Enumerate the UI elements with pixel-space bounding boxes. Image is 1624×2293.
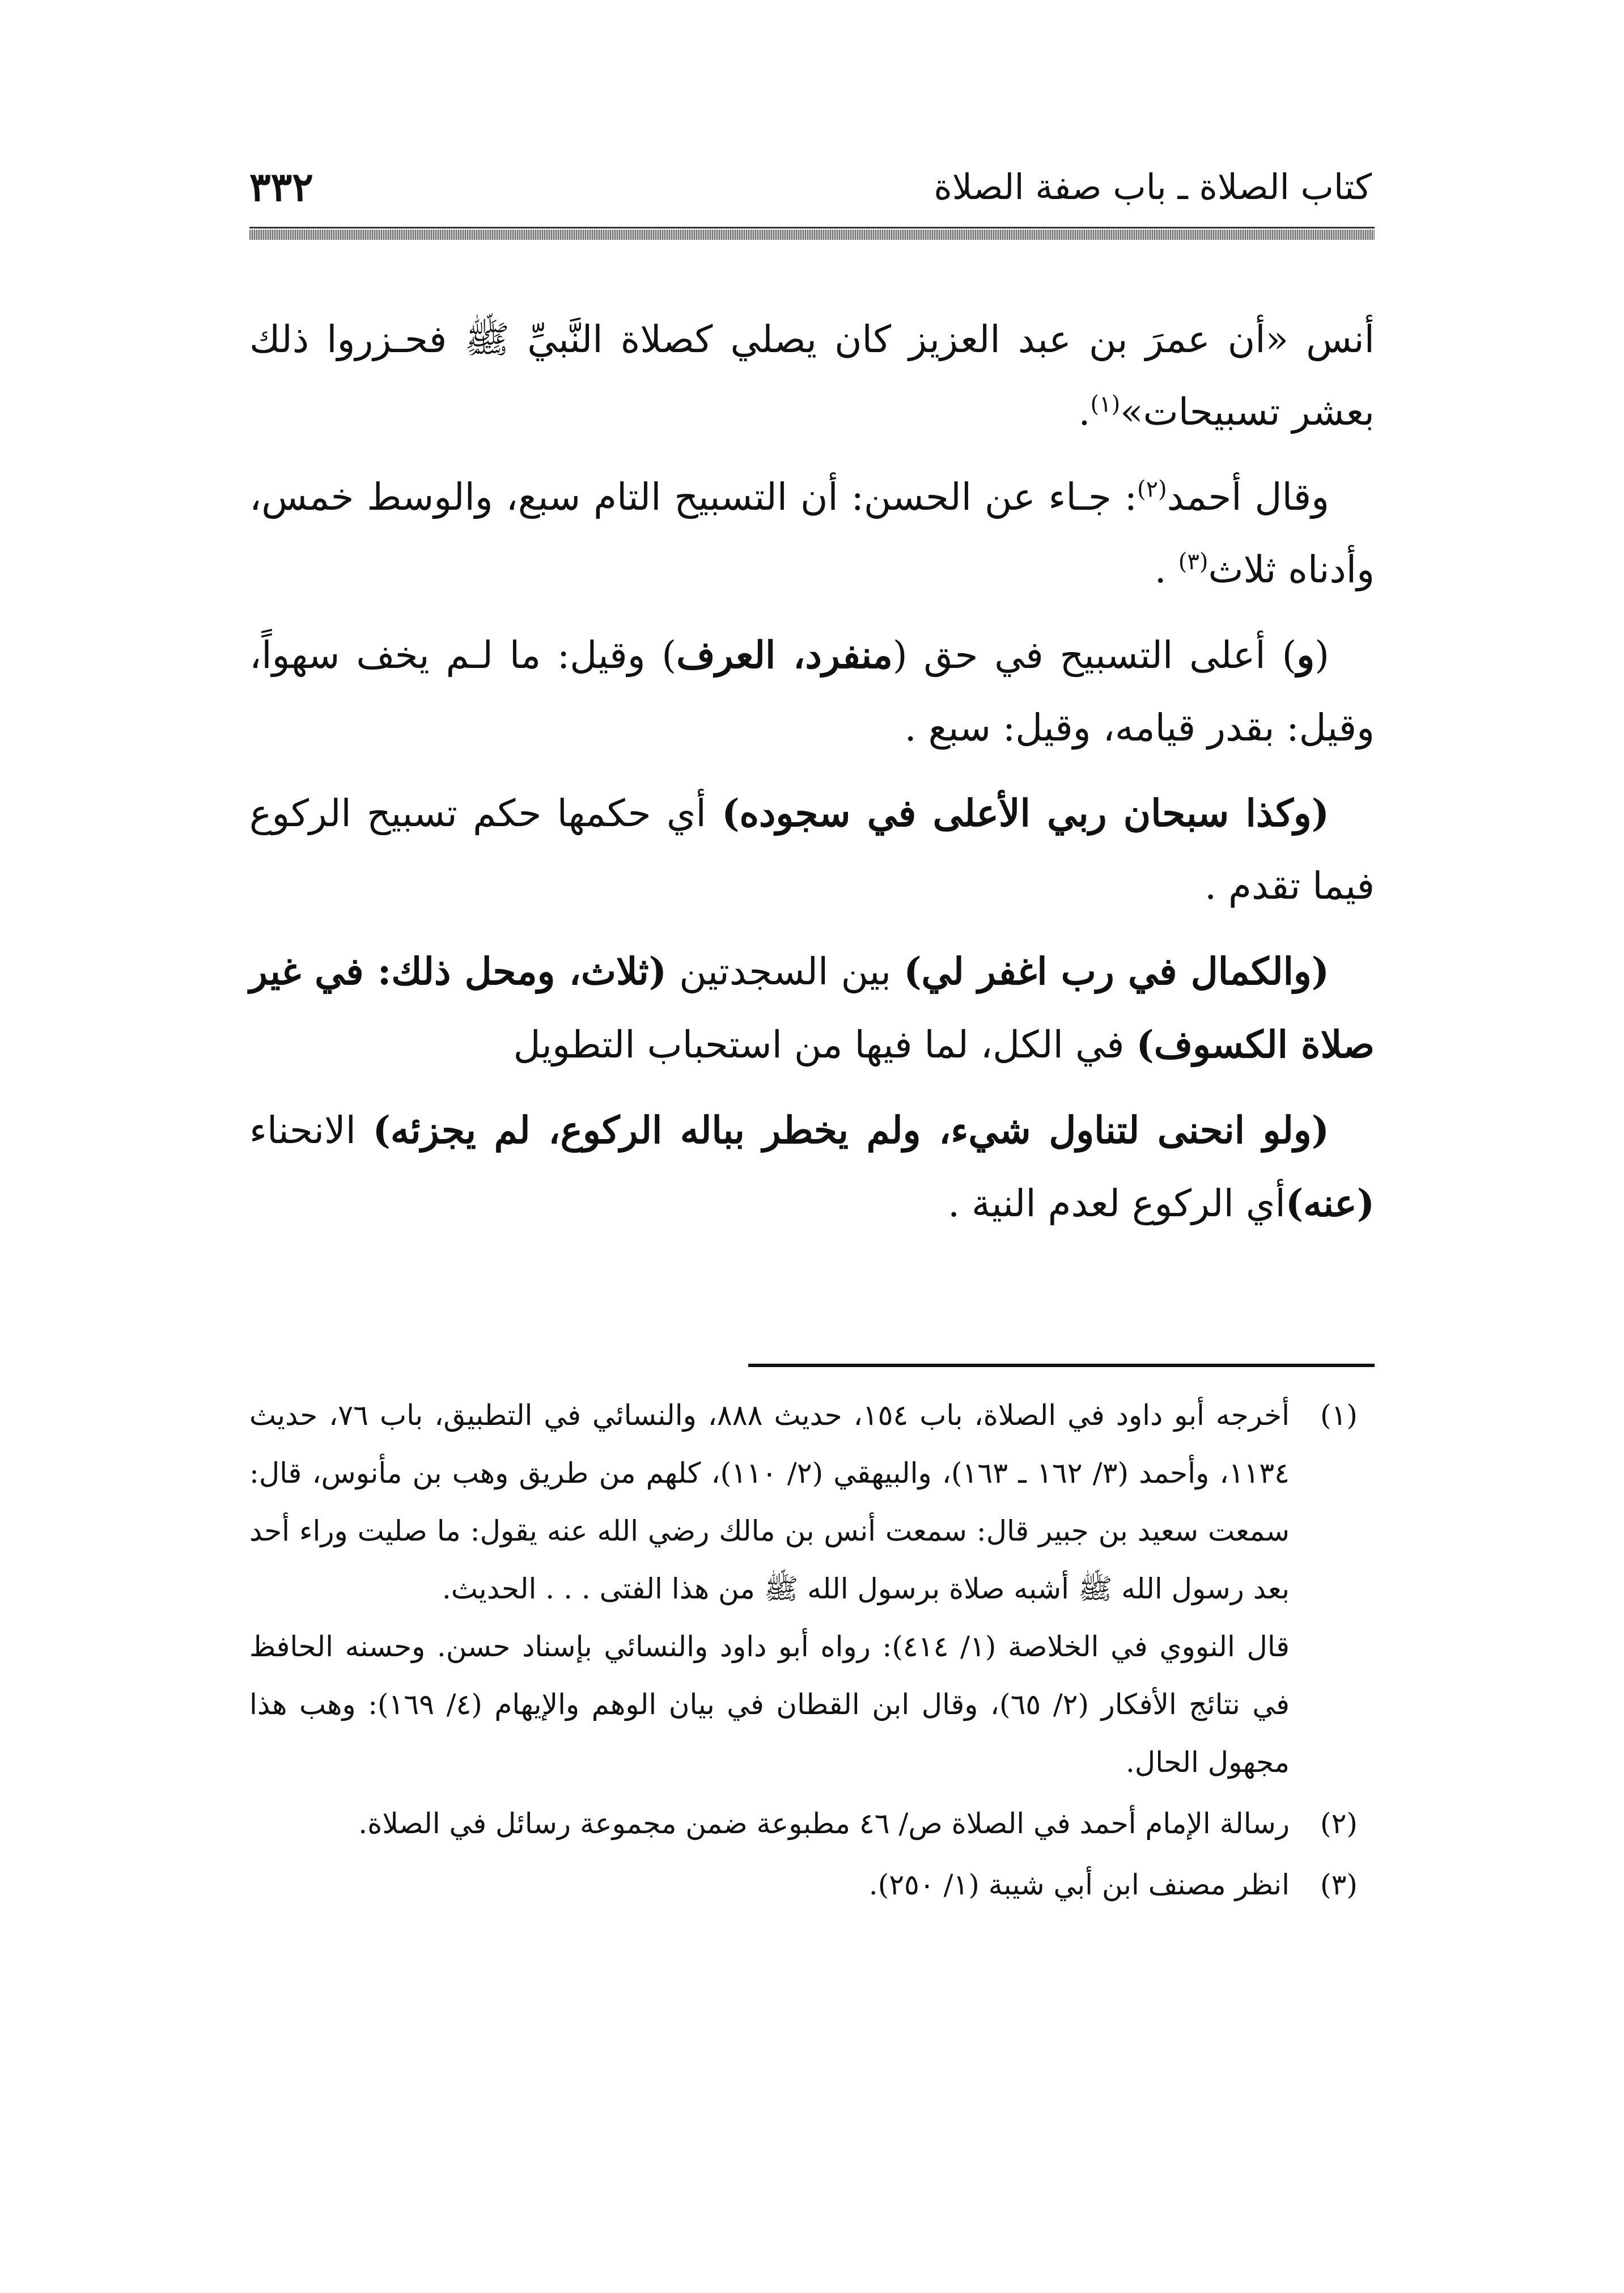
p6-text-a: الانحناء (249, 1109, 373, 1152)
footnote-number: (١) (1320, 1399, 1358, 1432)
footnote-2 (249, 1795, 1375, 1852)
footnote-text: رسالة الإمام أحمد في الصلاة ص/ ٤٦ مطبوعة ضمن مجموعة رسائل في الصلاة. (358, 1807, 1290, 1840)
page-number: ٣٣٢ (249, 163, 313, 210)
paragraph-5 (249, 935, 1375, 1081)
paragraph-4 (249, 777, 1375, 923)
footnote-number: (٢) (1320, 1807, 1358, 1840)
p1-text: أنس «أن عمرَ بن عبد العزيز كان يصلي كصلاة النَّبيِّ ﷺ فحـزروا ذلك بعشر تسبيحات» (249, 318, 1375, 434)
footnote-ref-1: (١) (1090, 391, 1121, 417)
footnote-text: أخرجه أبو داود في الصلاة، باب ١٥٤، حديث ٨٨٨، والنسائي في التطبيق، باب ٧٦، حديث ١١٣٤، وأحمد (٣/ ١٦٢ ـ ١٦٣)، والبيهقي (٢/ ١١٠)، كلهم من طريق وهب بن مأنوس، قال: سمعت سعيد بن جبير قال: سمعت أنس بن مالك رضي الله عنه يقول: ما صليت وراء أحد بعد رسول الله ﷺ أشبه صلاة برسول الله ﷺ من هذا الفتى . . . الحديث. (249, 1399, 1290, 1605)
footnote-1 (249, 1386, 1375, 1791)
p2-text-b: : جـاء عن الحسن: أن التسبيح التام سبع، والوسط خمس، وأدناه ثلاث (249, 475, 1375, 591)
footnote-text: انظر مصنف ابن أبي شيبة (١/ ٢٥٠). (868, 1868, 1290, 1901)
p3-bold-a: و (1296, 633, 1315, 677)
footnote-continuation: قال النووي في الخلاصة (١/ ٤١٤): رواه أبو داود والنسائي بإسناد حسن. وحسنه الحافظ في نتائج الأفكار (٢/ ٦٥)، وقال ابن القطان في بيان الوهم والإيهام (٤/ ١٦٩): وهب هذا مجهول الحال. (249, 1630, 1290, 1779)
footnotes (249, 1386, 1375, 1914)
paragraph-1 (249, 303, 1375, 449)
p5-text-a: بين السجدتين (667, 950, 904, 993)
p1-end: . (1078, 390, 1091, 434)
p3-text-a: ) أعلى التسبيح في حق ( (892, 633, 1297, 677)
paragraph-3 (249, 619, 1375, 764)
p6-text-b: أي الركوع لعدم النية . (948, 1182, 1286, 1225)
p3-bold-b: منفرد، العرف (676, 633, 893, 677)
footnote-3 (249, 1856, 1375, 1914)
p3-open: ( (1315, 633, 1329, 677)
header-rule (249, 227, 1375, 229)
p2-end: . (1154, 548, 1178, 591)
main-text (249, 303, 1375, 1253)
footnote-ref-3: (٣) (1178, 549, 1209, 575)
p6-bold-a: (ولو انحنى لتناول شيء، ولم يخطر بباله الركوع، لم يجزئه) (372, 1108, 1329, 1152)
footnote-number: (٣) (1320, 1868, 1358, 1901)
header-rule-hatch (249, 230, 1375, 240)
p4-bold: (وكذا سبحان ربي الأعلى في سجوده) (722, 791, 1329, 835)
p4-text: أي حكمها حكم تسبيح الركوع فيما تقدم . (249, 792, 1375, 908)
p3-text-b: ) وقيل: ما لـم يخف سهواً، وقيل: بقدر قيامه، وقيل: سبع . (249, 633, 1375, 750)
p5-bold-a: (والكمال في رب اغفر لي) (904, 949, 1330, 993)
footnote-ref-2: (٢) (1137, 476, 1167, 502)
p5-bold-b: (ثلاث، ومحل ذلك: في غير صلاة الكسوف) (249, 949, 1375, 1067)
paragraph-2 (249, 461, 1375, 606)
running-head: كتاب الصلاة ـ باب صفة الصلاة (934, 166, 1372, 208)
p2-text-a: وقال أحمد (1167, 475, 1329, 519)
p6-bold-b: (عنه) (1285, 1181, 1375, 1225)
footnote-divider (748, 1364, 1375, 1367)
p5-text-b: في الكل، لما فيها من استحباب التطويل (513, 1023, 1137, 1067)
paragraph-6 (249, 1094, 1375, 1240)
